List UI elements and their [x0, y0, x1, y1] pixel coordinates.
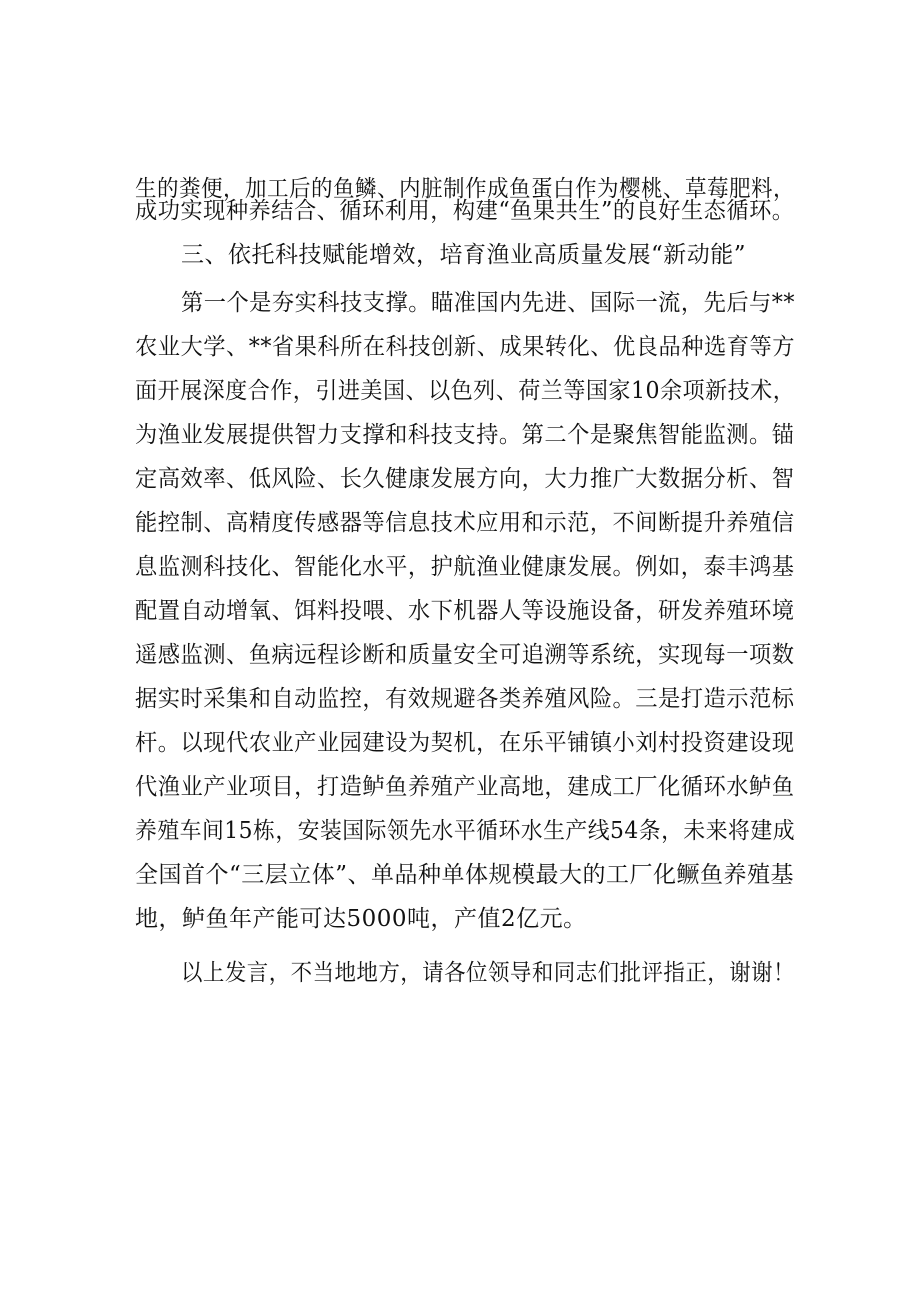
paragraph-line: 地，鲈鱼年产能可达5000吨，产值2亿元。 — [135, 906, 587, 932]
paragraph-line: 全国首个“三层立体”、单品种单体规模最大的工厂化鳜鱼养殖基 — [135, 862, 795, 888]
paragraph-line: 养殖车间15栋，安装国际领先水平循环水生产线54条，未来将建成 — [135, 818, 796, 844]
paragraph-line: 第一个是夯实科技支撑。瞄准国内先进、国际一流，先后与** — [181, 290, 795, 316]
closing-remark: 以上发言，不当地地方，请各位领导和同志们批评指正，谢谢！ — [181, 960, 795, 986]
paragraph-line: 成功实现种养结合、循环利用，构建“鱼果共生”的良好生态循环。 — [135, 198, 795, 224]
paragraph-line: 能控制、高精度传感器等信息技术应用和示范，不间断提升养殖信 — [135, 510, 795, 536]
paragraph-line: 杆。以现代农业产业园建设为契机，在乐平铺镇小刘村投资建设现 — [135, 730, 795, 756]
paragraph-line: 定高效率、低风险、长久健康发展方向，大力推广大数据分析、智 — [135, 466, 795, 492]
section-heading: 三、依托科技赋能增效，培育渔业高质量发展“新动能” — [181, 242, 747, 268]
paragraph-line: 息监测科技化、智能化水平，护航渔业健康发展。例如，泰丰鸿基 — [135, 554, 795, 580]
paragraph-line: 代渔业产业项目，打造鲈鱼养殖产业高地，建成工厂化循环水鲈鱼 — [135, 774, 795, 800]
paragraph-line: 配置自动增氧、饵料投喂、水下机器人等设施设备，研发养殖环境 — [135, 598, 795, 624]
paragraph-line: 面开展深度合作，引进美国、以色列、荷兰等国家10余项新技术， — [135, 378, 796, 404]
paragraph-line: 据实时采集和自动监控，有效规避各类养殖风险。三是打造示范标 — [135, 686, 795, 712]
paragraph-line: 遥感监测、鱼病远程诊断和质量安全可追溯等系统，实现每一项数 — [135, 642, 795, 668]
paragraph-line: 为渔业发展提供智力支撑和科技支持。第二个是聚焦智能监测。锚 — [135, 422, 795, 448]
paragraph-line: 生的粪便，加工后的鱼鳞、内脏制作成鱼蛋白作为樱桃、草莓肥料， — [135, 176, 796, 202]
paragraph-line: 农业大学、**省果科所在科技创新、成果转化、优良品种选育等方 — [135, 334, 795, 360]
